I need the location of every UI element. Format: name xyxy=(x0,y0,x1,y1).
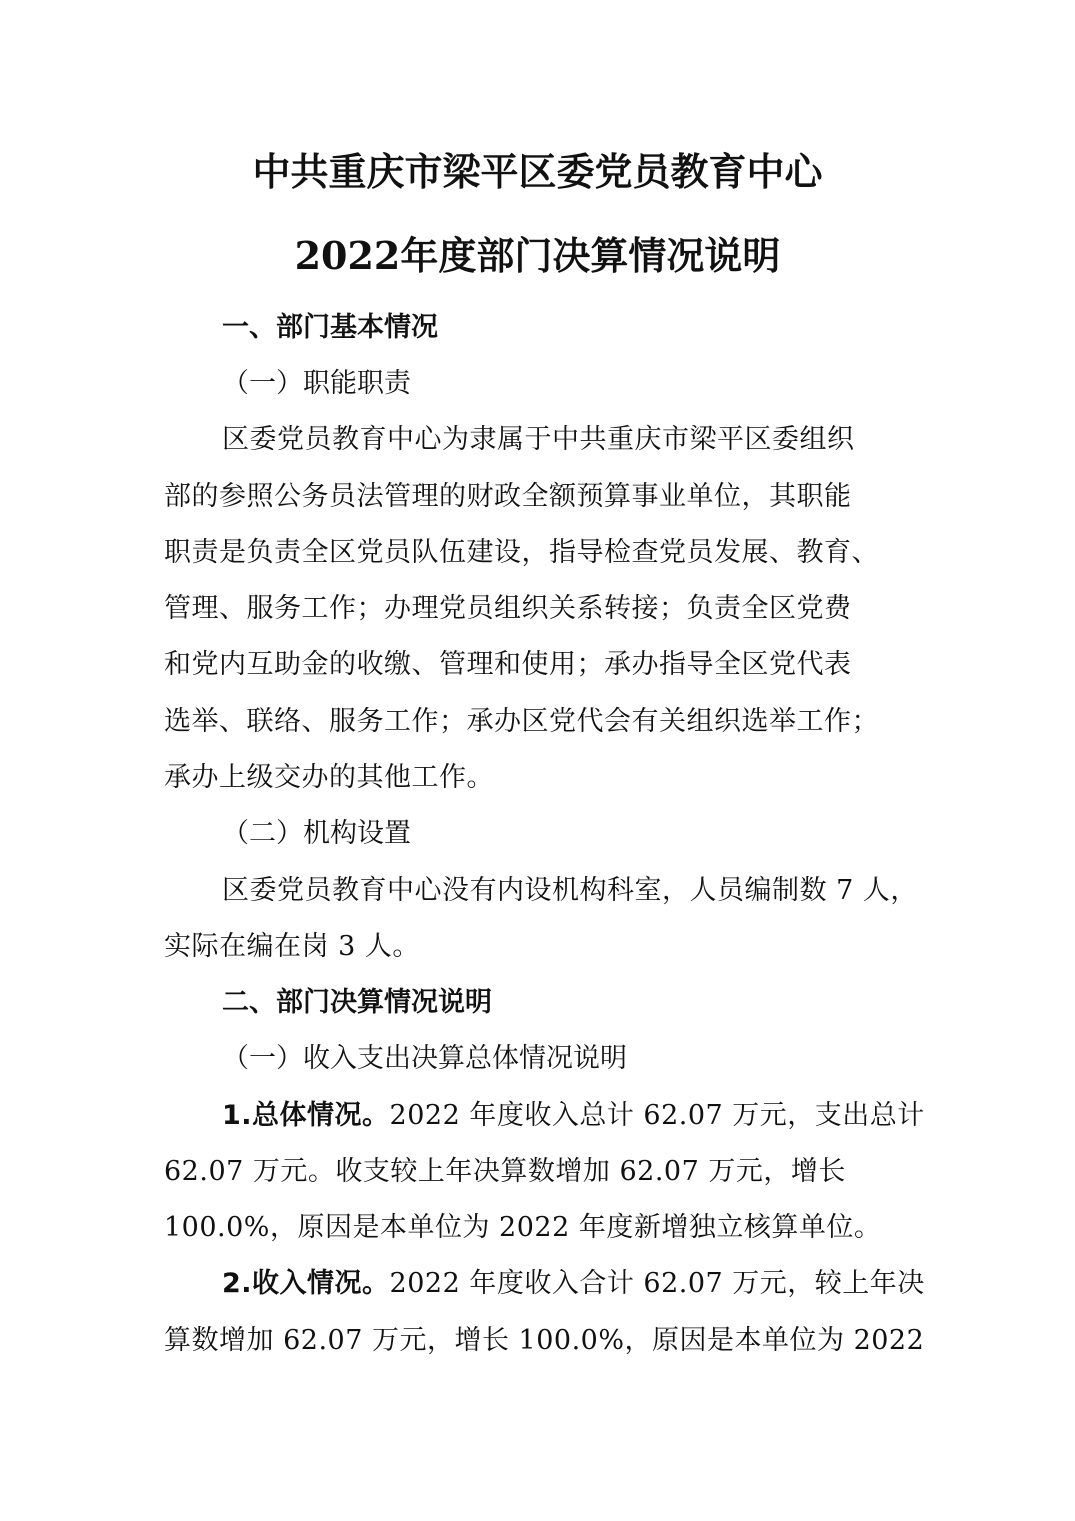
paragraph-text: 2022 年度收入合计 62.07 万元，较上年决 xyxy=(389,1268,925,1299)
paragraph-line: 100.0%，原因是本单位为 2022 年度新增独立核算单位。 xyxy=(164,1212,882,1243)
paragraph-line: 职责是负责全区党员队伍建设，指导检查党员发展、教育、 xyxy=(164,537,879,568)
paragraph-line: 选举、联络、服务工作；承办区党代会有关组织选举工作； xyxy=(164,706,879,737)
paragraph-line: 承办上级交办的其他工作。 xyxy=(164,762,494,793)
subheading-income-expense: （一）收入支出决算总体情况说明 xyxy=(222,1043,627,1074)
paragraph-line xyxy=(222,1264,925,1304)
paragraph-line xyxy=(222,1096,925,1136)
subheading-duties: （一）职能职责 xyxy=(222,368,411,399)
section-heading-basic-info: 一、部门基本情况 xyxy=(222,312,438,343)
paragraph-line: 62.07 万元。收支较上年决算数增加 62.07 万元，增长 xyxy=(164,1156,846,1187)
paragraph-line: 区委党员教育中心没有内设机构科室，人员编制数 7 人， xyxy=(222,875,918,906)
paragraph-lead-overall: 1.总体情况。 xyxy=(222,1100,390,1131)
paragraph-lead-income: 2.收入情况。 xyxy=(222,1268,390,1299)
section-heading-final-accounts: 二、部门决算情况说明 xyxy=(222,987,492,1018)
paragraph-line: 管理、服务工作；办理党员组织关系转接；负责全区党费 xyxy=(164,593,852,624)
paragraph-line: 算数增加 62.07 万元，增长 100.0%，原因是本单位为 2022 xyxy=(164,1325,925,1356)
document-title-line2: 2022年度部门决算情况说明 xyxy=(294,233,781,278)
subheading-organization: （二）机构设置 xyxy=(222,818,411,849)
paragraph-line: 实际在编在岗 3 人。 xyxy=(164,931,420,962)
paragraph-line: 和党内互助金的收缴、管理和使用；承办指导全区党代表 xyxy=(164,649,852,680)
paragraph-line: 部的参照公务员法管理的财政全额预算事业单位，其职能 xyxy=(164,481,852,512)
paragraph-line: 区委党员教育中心为隶属于中共重庆市梁平区委组织 xyxy=(222,424,855,455)
document-title-line1: 中共重庆市梁平区委党员教育中心 xyxy=(252,149,823,194)
paragraph-text: 2022 年度收入总计 62.07 万元，支出总计 xyxy=(389,1100,925,1131)
